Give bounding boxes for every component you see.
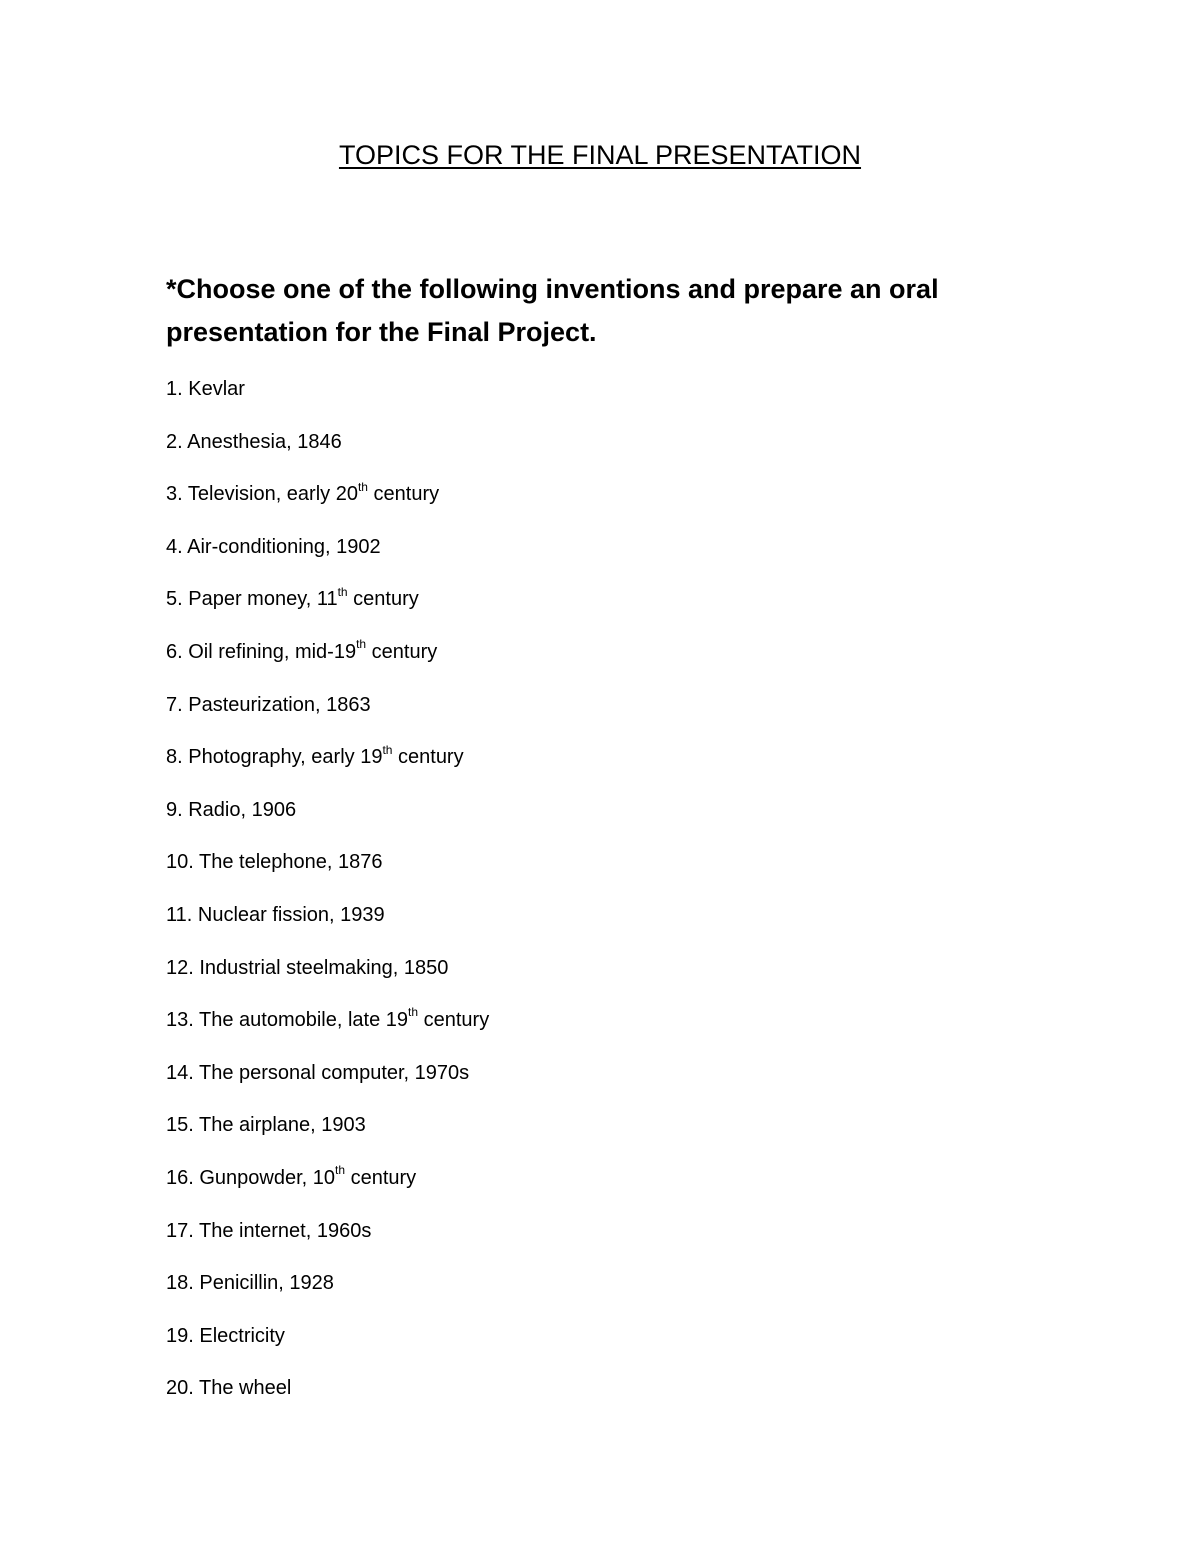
topic-text: 12. Industrial steelmaking, 1850	[166, 956, 449, 979]
topic-superscript: th	[335, 1163, 346, 1178]
topic-suffix: century	[367, 483, 440, 506]
topic-list	[166, 376, 489, 1428]
topic-text: 4. Air-conditioning, 1902	[166, 535, 381, 558]
topic-suffix: century	[418, 1009, 490, 1032]
topic-item	[166, 1060, 489, 1113]
topic-item	[166, 1112, 489, 1165]
topic-text: 9. Radio, 1906	[166, 798, 297, 821]
topic-item	[166, 1007, 489, 1060]
topic-suffix: century	[347, 588, 419, 611]
topic-item	[166, 481, 489, 534]
topic-superscript: th	[337, 584, 348, 599]
topic-item	[166, 429, 489, 482]
topic-superscript: th	[382, 742, 393, 757]
topic-suffix: century	[345, 1166, 417, 1189]
topic-suffix: century	[392, 746, 464, 769]
topic-text: 11. Nuclear fission, 1939	[166, 903, 385, 926]
topic-text: 16. Gunpowder, 10	[166, 1166, 336, 1189]
topic-suffix: century	[366, 640, 438, 663]
topic-item	[166, 849, 489, 902]
topic-item	[166, 797, 489, 850]
topic-item	[166, 692, 489, 745]
topic-item	[166, 1165, 489, 1218]
topic-text: 10. The telephone, 1876	[166, 851, 383, 874]
topic-item	[166, 1270, 489, 1323]
topic-text: 8. Photography, early 19	[166, 746, 383, 769]
topic-item	[166, 902, 489, 955]
topic-item	[166, 955, 489, 1008]
topic-superscript: th	[408, 1005, 419, 1020]
topic-text: 17. The internet, 1960s	[166, 1219, 372, 1242]
topic-item	[166, 586, 489, 639]
document-title: TOPICS FOR THE FINAL PRESENTATION	[338, 140, 862, 170]
topic-item	[166, 1375, 489, 1428]
topic-text: 18. Penicillin, 1928	[166, 1272, 334, 1295]
topic-text: 3. Television, early 20	[166, 483, 358, 506]
topic-text: 6. Oil refining, mid-19	[166, 640, 357, 663]
topic-item	[166, 744, 489, 797]
topic-text: 2. Anesthesia, 1846	[166, 430, 342, 453]
topic-text: 1. Kevlar	[166, 378, 245, 400]
topic-superscript: th	[356, 637, 367, 652]
topic-text: 15. The airplane, 1903	[166, 1114, 366, 1137]
instruction-text: *Choose one of the following inventions and prepare an oral presentation for the Final Project.	[166, 274, 939, 347]
topic-item	[166, 1218, 489, 1271]
topic-item	[166, 639, 489, 692]
topic-text: 14. The personal computer, 1970s	[166, 1061, 470, 1084]
topic-superscript: th	[357, 479, 368, 494]
topic-text: 20. The wheel	[166, 1377, 292, 1400]
topic-text: 13. The automobile, late 19	[166, 1009, 409, 1032]
topic-item	[166, 534, 489, 587]
topic-text: 19. Electricity	[166, 1324, 285, 1347]
topic-item	[166, 1323, 489, 1376]
topic-text: 5. Paper money, 11	[166, 588, 338, 611]
topic-text: 7. Pasteurization, 1863	[166, 693, 371, 716]
topic-item	[166, 376, 489, 429]
